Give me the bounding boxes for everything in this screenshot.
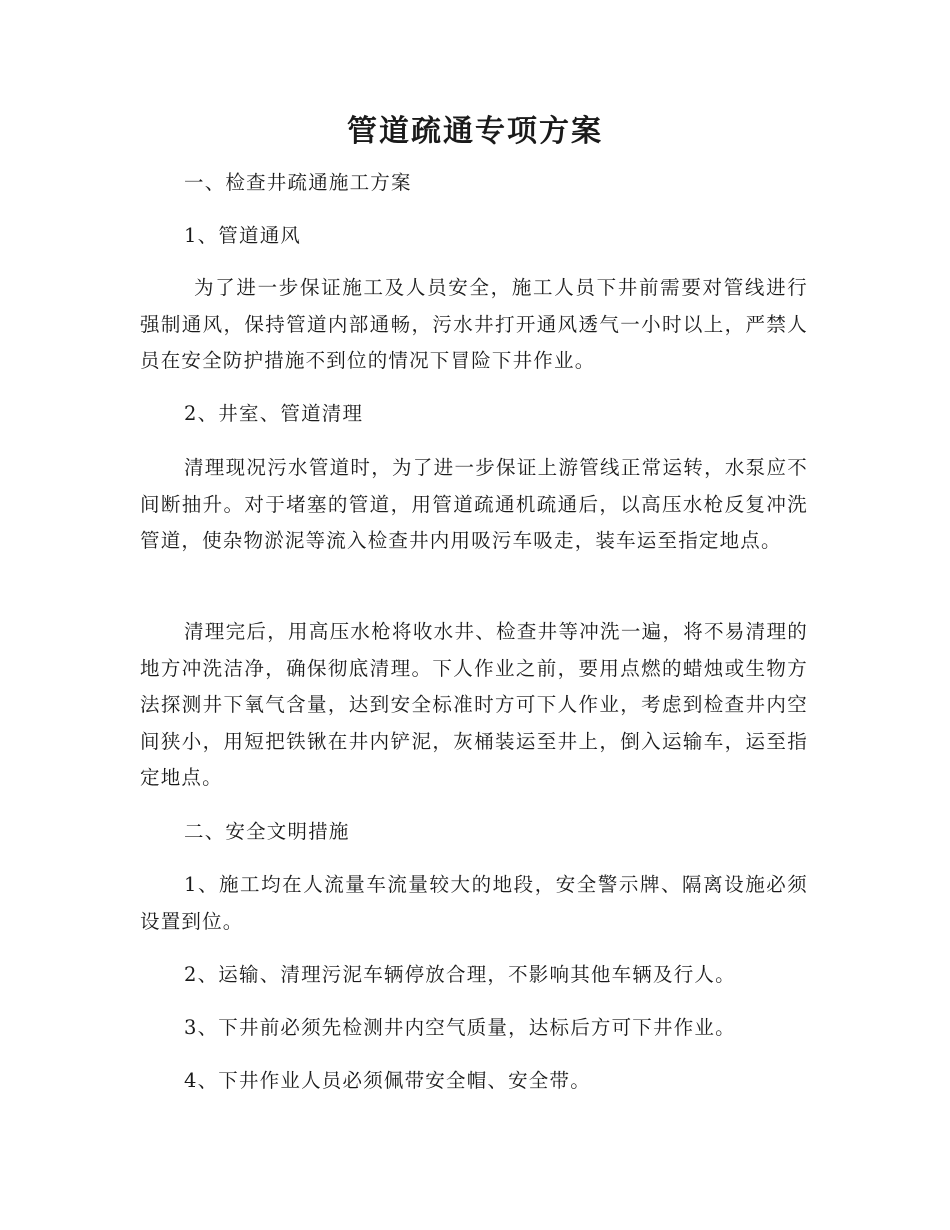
safety-item-4: 4、下井作业人员必须佩带安全帽、安全带。 (184, 1069, 591, 1092)
paragraph-cleaning-2: 清理完后，用高压水枪将收水井、检查井等冲洗一遍，将不易清理的地方冲洗洁净，确保彻底清理。下人作业之前，要用点燃的蜡烛或生物方法探测井下氧气含量，达到安全标准时方可下人作业，考虑到检查井内空间狭小，用短把铁锹在井内铲泥，灰桶装运至井上，倒入运输车，运至指定地点。 (140, 620, 808, 789)
subheading-cleaning: 2、井室、管道清理 (184, 402, 364, 425)
paragraph-ventilation: 为了进一步保证施工及人员安全，施工人员下井前需要对管线进行强制通风，保持管道内部通畅，污水井打开通风透气一小时以上，严禁人员在安全防护措施不到位的情况下冒险下井作业。 (140, 276, 808, 372)
section-heading-1: 一、检查井疏通施工方案 (184, 171, 412, 194)
safety-item-3: 3、下井前必须先检测井内空气质量，达标后方可下井作业。 (184, 1016, 736, 1039)
safety-item-2: 2、运输、清理污泥车辆停放合理，不影响其他车辆及行人。 (184, 963, 736, 986)
document-title: 管道疏通专项方案 (347, 114, 603, 149)
paragraph-cleaning-1: 清理现况污水管道时，为了进一步保证上游管线正常运转，水泵应不间断抽升。对于堵塞的管道，用管道疏通机疏通后，以高压水枪反复冲洗管道，使杂物淤泥等流入检查井内用吸污车吸走，装车运至指定地点。 (140, 456, 808, 552)
safety-item-1: 1、施工均在人流量车流量较大的地段，安全警示牌、隔离设施必须设置到位。 (140, 873, 808, 933)
subheading-ventilation: 1、管道通风 (184, 224, 302, 247)
section-heading-2: 二、安全文明措施 (184, 820, 350, 843)
